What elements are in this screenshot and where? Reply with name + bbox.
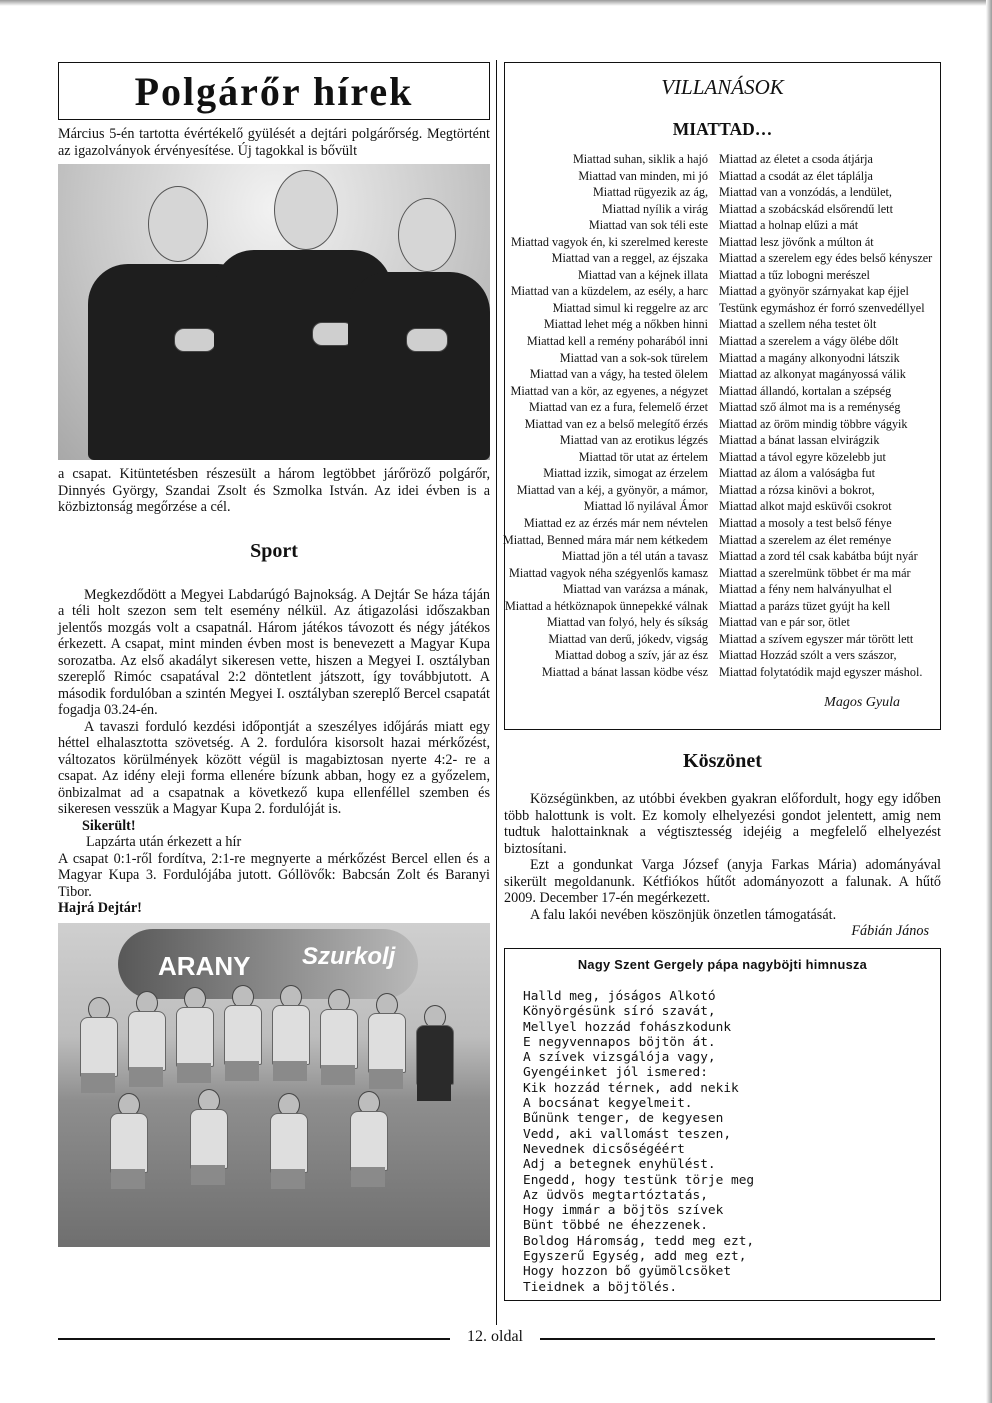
hymn-line: Halld meg, jóságos Alkotó — [523, 989, 716, 1004]
poem-line-left: Miattad van a sok-sok türelem — [559, 350, 708, 365]
koszonet-title: Köszönet — [683, 750, 762, 772]
poem-line-right: Miattad a szerelmünk többet ér ma már — [719, 565, 911, 580]
poem-line-right: Miattad folytatódik majd egyszer máshol. — [719, 664, 923, 679]
poem-line-right: Miattad az álom a valóságba fut — [719, 466, 876, 481]
poem-line-left: Miattad van a reggel, az éjszaka — [551, 251, 708, 266]
poem-line-right: Miattad az életet a csoda átjárja — [719, 152, 873, 166]
poem-line-right: Miattad van a vonzódás, a lendület, — [719, 185, 892, 200]
poem-line-left: Miattad ez az érzés már nem névtelen — [523, 516, 708, 531]
hymn-line: Bűnünk tenger, de kegyesen — [523, 1111, 724, 1127]
hymn-line: Boldog Háromság, tedd meg ezt, — [523, 1233, 755, 1249]
hymn-line: Nevednek dicsőségéért — [523, 1141, 685, 1157]
hymn-line: A bocsánat kegyelmeit. — [523, 1096, 693, 1112]
poem-line-left: Miattad, Benned mára már nem kétkedem — [502, 532, 708, 547]
poem-line-left: Miattad van az erotikus légzés — [559, 433, 708, 448]
left-column — [58, 62, 490, 1247]
footer-rule-right — [540, 1338, 935, 1340]
poem-line-left: Miattad van ez a fura, felemelő érzet — [529, 400, 708, 415]
banner-text-2: Szurkolj — [302, 942, 396, 970]
footer-rule-left — [58, 1338, 450, 1340]
hymn-line: Bünt többé ne éhezzenek. — [523, 1218, 708, 1234]
poem-line-left: Miattad lő nyilával Ámor — [583, 499, 708, 514]
poem-line-right: Miattad a bánat lassan elvirágzik — [719, 433, 880, 448]
poem-line-left: Miattad dobog a szív, jár az ész — [554, 648, 708, 663]
poem-line-right: Miattad lesz jövőnk a múlton át — [719, 234, 874, 249]
hymn-line: Egyszerű Egység, add meg ezt, — [523, 1249, 747, 1265]
sport-title: Sport — [250, 539, 298, 562]
hymn-line: Hogy hozzon bő gyümölcsöket — [523, 1264, 732, 1280]
poem-line-right: Miattad a távol egyre közelebb jut — [719, 449, 886, 464]
hymn-line: Vedd, aki vallomást teszen, — [523, 1126, 732, 1142]
sport-paragraph-1: Megkezdődött a Megyei Labdarúgó Bajnokság. A Dejtár Se háza táján a téli holt szezon sem telt esemény nélkül. Az átigazolási időszakban jelentős mozgás volt a csapatnál. Három játékos távozott és négy játékos érkezett. A csapat, mint minden évben most is benevezett a Magyar Kupa sorozatba. Az első akadályt sikeresen vette, hiszen a Megyei I. osztályban szereplő Rimóc csapatával 2:2 döntetlent játszott, így továbbjutott. A második fordulóban a szintén Megyei I. osztályban szereplő Bercel csapatát fogadja 03.24-én. — [58, 586, 490, 718]
poem-line-left: Miattad van a küzdelem, az esély, a harc — [510, 284, 708, 299]
poem-line-right: Miattad van e pár sor, ötlet — [719, 615, 850, 630]
poem-line-right: Miattad sző álmot ma is a reménység — [719, 400, 901, 415]
hymn-line: Engedd, hogy testünk törje meg — [523, 1172, 755, 1188]
hymn-line: Mellyel hozzád fohászkodunk — [523, 1019, 732, 1035]
polgaror-photo — [58, 164, 490, 460]
poem-line-left: Miattad kell a remény poharából inni — [526, 334, 708, 349]
hymn-line: E negyvennapos böjtön át. — [523, 1034, 716, 1050]
hymn-line: Kik hozzád térnek, add nekik — [523, 1080, 739, 1096]
poem-line-right: Miattad a csodát az élet táplálja — [719, 168, 873, 183]
poem-line-right: Miattad Hozzád szólt a vers szászor, — [719, 648, 897, 663]
poem-line-left: Miattad jön a tél után a tavasz — [561, 549, 708, 564]
poem-line-right: Miattad a szerelem az élet reménye — [719, 532, 892, 547]
poem-right-column — [719, 151, 932, 681]
hymn-line: Tieidnek a böjtölés. — [523, 1279, 678, 1295]
masthead-box — [58, 62, 490, 120]
poem-line-left: Miattad izzik, simogat az érzelem — [543, 466, 708, 481]
hymn-line: Könyörgésünk síró szavát, — [523, 1004, 716, 1020]
poem-line-left: Miattad van folyó, hely és síkság — [546, 615, 708, 630]
poem-line-left: Miattad van a kéjnek illata — [578, 267, 708, 282]
poem-author: Magos Gyula — [824, 695, 900, 710]
poem-line-right: Miattad a mosoly a test belső fénye — [719, 516, 892, 531]
koszonet-paragraph-2: Ezt a gondunkat Varga József (anyja Farkas Mária) adományával sikerült megoldanunk. Kétfiókos hűtőt adományozott a falunak. A hűtő 2009. December 17-én megérkezett. — [504, 857, 941, 906]
poem-line-left: Miattad van minden, mi jó — [578, 168, 708, 183]
team-photo — [58, 923, 490, 1247]
poem-line-right: Miattad az alkonyat magányossá válik — [719, 367, 906, 382]
poem-line-right: Miattad a szerelem a vágy ölébe dőlt — [719, 334, 899, 349]
hymn-line: Gyengéinket jól ismered: — [523, 1065, 708, 1081]
poem-line-left: Miattad simul ki reggelre az arc — [552, 300, 708, 315]
hymn-title: Nagy Szent Gergely pápa nagyböjti himnusza — [577, 957, 868, 972]
poem-line-right: Miattad a magány alkonyodni látszik — [719, 350, 900, 365]
poem-line-right: Testünk egymáshoz ér forró szenvedéllyel — [719, 300, 925, 315]
poem-line-right: Miattad a tűz lobogni merészel — [719, 267, 870, 282]
polgaror-continued: a csapat. Kitüntetésben részesült a három legtöbbet járőröző polgárőr, Dinnyés György, Szandai Zsolt és Szmolka István. Az idei évben is a közbiztonság megőrzése a cél. — [58, 466, 490, 515]
poem-line-left: Miattad van varázsa a mának, — [562, 582, 708, 597]
poem-line-right: Miattad a szellem néha testet ölt — [719, 317, 877, 332]
poem-line-left: Miattad van a kör, az egyenes, a négyzet — [510, 383, 708, 398]
banner-text-1: ARANY — [158, 950, 251, 981]
poem-line-left: Miattad van a kéj, a gyönyör, a mámor, — [516, 482, 708, 497]
poem-line-right: Miattad az öröm mindig többre vágyik — [719, 416, 908, 431]
hymn-line: A szívek vizsgálója vagy, — [523, 1050, 716, 1066]
poem-line-right: Miattad a fény nem halványulhat el — [719, 582, 892, 597]
hymn-line: Az üdvös megtartóztatás, — [523, 1187, 708, 1203]
page-number: 12. oldal — [467, 1328, 523, 1345]
poem-line-right: Miattad állandó, kortalan a szépség — [719, 383, 892, 398]
koszonet-paragraph-1: Községünkben, az utóbbi években gyakran előfordult, hogy egy időben több halottunk is volt. Ez komoly elhelyezési gondot jelentett, amig nem tudtuk halottainknak a végtisztesség idejéig a megfelelő elhelyezést biztosítani. — [504, 791, 941, 857]
sport-hajra: Hajrá Dejtár! — [58, 900, 142, 916]
page-right-shadow — [986, 0, 992, 1403]
sport-result: A csapat 0:1-ről fordítva, 2:1-re megnyerte a mérkőzést Bercel ellen és a Magyar Kupa 3. Fordulójába jutott. Góllövők: Babcsán Zolt és Baranyi Tibor. — [58, 850, 490, 900]
poem-line-left: Miattad vagyok én, ki szerelmed kereste — [511, 234, 708, 249]
poem-line-left: Miattad lehet még a nőkben hinni — [543, 317, 708, 332]
koszonet-signature: Fábián János — [851, 923, 929, 939]
hymn-line: Adj a betegnek enyhülést. — [523, 1157, 716, 1173]
poem-line-right: Miattad a szívem egyszer már törött lett — [719, 631, 914, 646]
villanasok-box — [504, 62, 941, 730]
page-top-shadow — [0, 0, 992, 6]
villanasok-section-title: VILLANÁSOK — [661, 75, 784, 99]
column-divider — [496, 60, 497, 1325]
poem-line-left: Miattad a bánat lassan ködbe vész — [541, 664, 708, 679]
poem-line-left: Miattad a hétköznapok ünnepekké válnak — [504, 598, 708, 613]
poem-line-left: Miattad nyílik a virág — [602, 201, 708, 216]
poem-line-left: Miattad van sok téli este — [588, 218, 708, 233]
hymn-box — [504, 948, 941, 1301]
poem-line-right: Miattad a rózsa kinövi a bokrot, — [719, 482, 875, 497]
sport-paragraph-2: A tavaszi forduló kezdési időpontját a szeszélyes időjárás miatt egy héttel elhalasztotta szövetség. A 2. fordulóra kisorsolt hazai mérkőzést, változatos körülmények között végül is magabiztosan nyerte 4:2- re a csapat. Az idény eleji forma ellenére bízunk abban, hogy ez a győzelem, önbizalmat ad a csapatnak a következő kupa ellenféllel szemben és sikeresen vesszük a Magyar Kupa 2. fordulóját is. — [58, 718, 490, 817]
poem-line-right: Miattad a parázs tüzet gyújt ha kell — [719, 598, 891, 613]
masthead-title: Polgárőr hírek — [134, 68, 414, 114]
polgaror-intro: Március 5-én tartotta évértékelő gyülését a dejtári polgárőrség. Megtörtént az igazolványok érvényesítése. Új tagokkal is bővült — [58, 126, 490, 159]
poem-line-right: Miattad a gyönyör szárnyakat kap éjjel — [719, 284, 909, 299]
poem-line-right: Miattad a zord tél csak kabátba bújt nyár — [719, 549, 918, 564]
poem-line-left: Miattad rügyezik az ág, — [592, 185, 708, 200]
poem-line-left: Miattad van a vágy, ha tested ölelem — [529, 367, 708, 382]
poem-line-right: Miattad a holnap elűzi a mát — [719, 218, 859, 233]
koszonet-paragraph-3: A falu lakói nevében köszönjük önzetlen támogatását. — [530, 906, 837, 923]
poem-line-right: Miattad a szerelem egy édes belső kényszer — [719, 251, 933, 266]
poem-line-right: Miattad alkot majd esküvői csokrot — [719, 499, 892, 514]
hymn-lines — [523, 989, 754, 1295]
poem-line-right: Miattad a szobácskád elsőrendű lett — [719, 201, 893, 216]
right-column — [504, 62, 941, 1301]
poem-line-left: Miattad van ez a belső melegítő érzés — [524, 416, 708, 431]
poem-line-left: Miattad tör utat az értelem — [578, 449, 708, 464]
sport-lapzarta: Lapzárta után érkezett a hír — [86, 834, 242, 850]
poem-left-column — [503, 151, 708, 681]
hymn-line: Hogy immár a böjtös szívek — [523, 1203, 724, 1219]
poem-line-left: Miattad van derű, jókedv, vigság — [548, 631, 708, 646]
poem-line-left: Miattad vagyok néha szégyenlős kamasz — [509, 565, 708, 580]
koszonet-body — [504, 791, 941, 940]
poem-line-left: Miattad suhan, siklik a hajó — [572, 152, 708, 166]
team-photo-banner — [118, 929, 418, 999]
poem-title: MIATTAD… — [672, 119, 773, 139]
sport-sikerult: Sikerült! — [82, 817, 136, 834]
